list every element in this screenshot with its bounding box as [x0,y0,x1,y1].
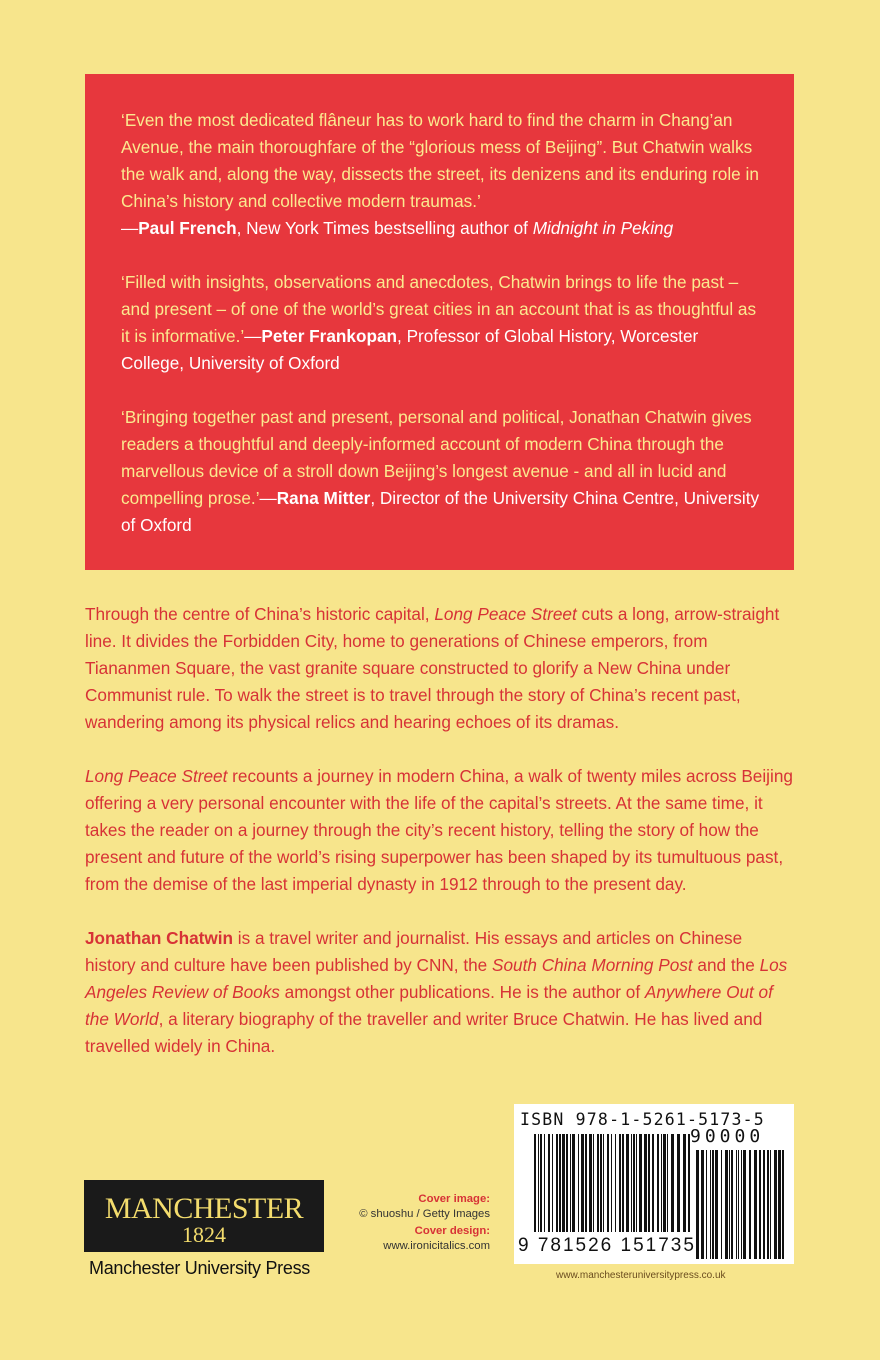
barcode-bar [759,1150,761,1259]
quote-author: Peter Frankopan [261,326,398,346]
quote-author: Paul French [138,218,237,238]
barcode-bar [701,1150,704,1259]
review-quotes-panel [85,74,794,570]
barcode-bar [589,1134,592,1232]
barcode-bar [712,1150,714,1259]
barcode-bar [534,1134,536,1232]
barcode-bar [729,1150,730,1259]
cover-image-heading: Cover image: [418,1193,490,1205]
barcode-bar [754,1150,757,1259]
barcode-bar [636,1134,637,1232]
isbn-label: ISBN 978-1-5261-5173-5 [520,1110,765,1129]
quote-book-title: Midnight in Peking [532,218,674,238]
blurb-paragraph-2: Long Peace Street recounts a journey in modern China, a walk of twenty miles across Beijing offering a very personal encounter with the life of the capital’s streets. At the same time, it takes the reader on a journey through the city’s recent history, telling the story of how the present and future of the world’s rising superpower has been shaped by its tumultuous past, from the demise of the last imperial dynasty in 1912 through to the present day. [85,766,793,894]
barcode-bar [782,1150,784,1259]
barcode-bar [706,1150,707,1259]
barcode-bar [544,1134,545,1232]
barcode-bar [770,1150,771,1259]
barcode-bar [562,1134,565,1232]
barcode-bar [633,1134,635,1232]
logo-year: 1824 [182,1222,226,1247]
cover-credits [340,1192,490,1253]
logo-wordmark: MANCHESTER [104,1192,304,1225]
barcode-bar [774,1150,777,1259]
barcode-bar [738,1150,739,1259]
barcode-bar [597,1134,599,1232]
barcode-bar [767,1150,769,1259]
barcode-bar [652,1134,654,1232]
quote-author-role: , Professor of Global History, Worcester College, University of Oxford [121,326,699,373]
book-title: Long Peace Street [85,766,228,786]
barcode-bar [725,1150,728,1259]
barcode-bar [721,1150,722,1259]
quote-peter-frankopan: ‘Filled with insights, observations and anecdotes, Chatwin brings to life the past – and present – of one of the world’s great cities in an account that is as thoughtful as it is informative.’—Peter Frankopan, Professor of Global History, Worcester College, University of Oxford [121,272,757,373]
quote-author-role: , New York Times bestselling author of [236,218,533,238]
barcode-bar [677,1134,680,1232]
barcode-bar [600,1134,602,1232]
main-barcode-bars [534,1134,690,1232]
quote-author: Rana Mitter [276,488,371,508]
barcode-bar [566,1134,568,1232]
quote-rana-mitter: ‘Bringing together past and present, personal and political, Jonathan Chatwin gives readers a thoughtful and deeply-informed account of modern China through the marvellous device of a stroll down Beijing’s longest avenue - and all in lucid and compelling prose.’—Rana Mitter, Director of the University China Centre, University of Oxford [121,407,760,535]
barcode-bar [749,1150,751,1259]
barcode-bar [572,1134,575,1232]
barcode-bar [688,1134,690,1232]
barcode-bar [731,1150,733,1259]
barcode-bar [548,1134,550,1232]
barcode-bar [683,1134,686,1232]
publisher-name: Manchester University Press [89,1258,310,1278]
blurb-paragraph-1: Through the centre of China’s historic capital, Long Peace Street cuts a long, arrow-straight line. It divides the Forbidden City, home to generations of Chinese emperors, from Tiananmen Square, the vast granite square constructed to glorify a New China under Communist rule. To walk the street is to travel through the story of China’s recent past, wandering among its physical relics and hearing echoes of its dramas. [85,604,780,732]
barcode-bar [538,1134,539,1232]
cover-design-heading: Cover design: [414,1225,490,1237]
barcode-bar [631,1134,632,1232]
barcode-bar [710,1150,711,1259]
quote-author-role: , Director of the University China Centre, University of Oxford [121,488,760,535]
barcode-bar [570,1134,571,1232]
barcode-bar [581,1134,584,1232]
barcode-bar [741,1150,742,1259]
barcode-bar [622,1134,624,1232]
author-name: Jonathan Chatwin [85,928,234,948]
barcode-bar [644,1134,647,1232]
book-title: Long Peace Street [434,604,577,624]
barcode-bar [593,1134,594,1232]
barcode-bar [559,1134,561,1232]
quote-paul-french: ‘Even the most dedicated flâneur has to work hard to find the charm in Chang’an Avenue, the main thoroughfare of the “glorious mess of Beijing”. But Chatwin walks the walk and, along the way, dissects the street, its denizens and its enduring role in China’s history and collective modern traumas.’ —Paul French, New York Times bestselling author of Midnight in Peking [121,110,759,238]
barcode-bar [743,1150,746,1259]
publisher-website: www.manchesteruniversitypress.co.uk [556,1270,726,1281]
addon-barcode-bars [696,1150,784,1259]
isbn-barcode [514,1104,794,1264]
barcode-bar [657,1134,659,1232]
barcode-bar [585,1134,587,1232]
book-description [85,601,797,1087]
barcode-bar [763,1150,765,1259]
publisher-logo [84,1180,324,1252]
barcode-bar [648,1134,650,1232]
quote-text: ‘Filled with insights, observations and anecdotes, Chatwin brings to life the past – and present – of one of the world’s great cities in an account that is as thoughtful as it is informative.’ [121,272,757,346]
barcode-bar [603,1134,604,1232]
barcode-bar [671,1134,674,1232]
barcode-bar [696,1150,699,1259]
barcode-digits: 9 781526 151735 [518,1235,696,1256]
barcode-bar [578,1134,579,1232]
barcode-bar [552,1134,553,1232]
price-addon-number: 90000 [690,1126,765,1147]
barcode-bar [639,1134,642,1232]
author-bio: Jonathan Chatwin is a travel writer and journalist. His essays and articles on Chinese history and culture have been published by CNN, the South China Morning Post and the Los Angeles Review of Books amongst other publications. He is the author of Anywhere Out of the World, a literary biography of the traveller and writer Bruce Chatwin. He has lived and travelled widely in China. [85,928,788,1056]
barcode-bar [556,1134,558,1232]
barcode-bar [778,1150,781,1259]
barcode-bar [626,1134,629,1232]
barcode-bar [715,1150,718,1259]
barcode-bar [663,1134,666,1232]
barcode-bar [611,1134,612,1232]
barcode-bar [667,1134,668,1232]
barcode-bar [615,1134,616,1232]
quote-text: ‘Bringing together past and present, personal and political, Jonathan Chatwin gives readers a thoughtful and deeply-informed account of modern China through the marvellous device of a stroll down Beijing’s longest avenue - and all in lucid and compelling prose.’ [121,407,752,508]
cover-design-credit: www.ironicitalics.com [383,1239,490,1252]
quote-text: ‘Even the most dedicated flâneur has to work hard to find the charm in Chang’an Avenue, the main thoroughfare of the “glorious mess of Beijing”. But Chatwin walks the walk and, along the way, dissects the street, its denizens and its enduring role in China’s history and collective modern traumas.’ [121,110,759,211]
barcode-bar [736,1150,737,1259]
barcode-bar [619,1134,621,1232]
barcode-bar [607,1134,609,1232]
barcode-bar [661,1134,662,1232]
barcode-bar [540,1134,542,1232]
cover-image-credit: © shuoshu / Getty Images [359,1207,490,1220]
